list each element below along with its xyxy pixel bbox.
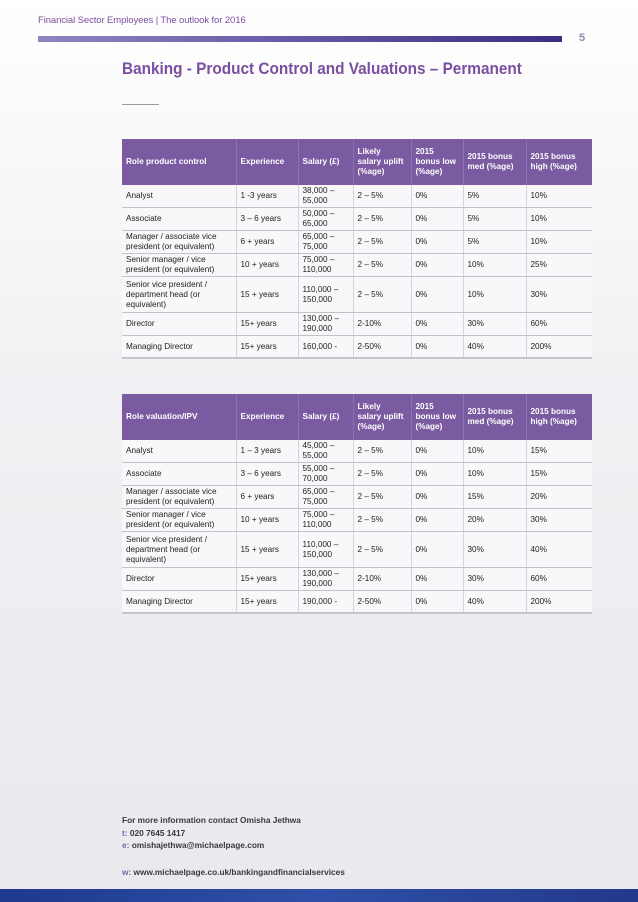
column-header: Experience [236,394,298,440]
table-row [122,336,592,358]
table-row [122,463,592,486]
table-cell: 0% [411,568,463,591]
table-cell: Manager / associate vice president (or equivalent) [122,231,236,254]
table-cell: 0% [411,463,463,486]
table-cell: 10% [463,254,526,277]
table-row [122,509,592,532]
column-header: Experience [236,139,298,185]
table-cell: Managing Director [122,591,236,613]
column-header: 2015 bonus low (%age) [411,139,463,185]
column-header: Salary (£) [298,139,353,185]
table-cell: 0% [411,313,463,336]
table-row [122,254,592,277]
table-cell: 15+ years [236,568,298,591]
table-cell: 6 + years [236,486,298,509]
table-cell: 1 -3 years [236,185,298,208]
table-cell: 2 – 5% [353,440,411,463]
table-cell: 15% [526,463,592,486]
table-row [122,208,592,231]
table-cell: 15+ years [236,313,298,336]
table-cell: Associate [122,463,236,486]
table-row [122,486,592,509]
column-header: 2015 bonus high (%age) [526,394,592,440]
page-title: Banking - Product Control and Valuations – Permanent [122,60,522,78]
table-cell: 0% [411,254,463,277]
valuation-table [122,394,592,613]
contact-phone[interactable]: 020 7645 1417 [129,827,186,838]
email-label: e: [122,840,130,850]
column-header: Role valuation/IPV [122,394,236,440]
table-cell: 0% [411,591,463,613]
table-cell: Senior manager / vice president (or equivalent) [122,509,236,532]
column-header: Role product control [122,139,236,185]
table-cell: Senior vice president / department head (or equivalent) [122,277,236,313]
table-cell: 45,000 – 55,000 [298,440,353,463]
table-cell: 2-50% [353,591,411,613]
table-cell: 75,000 – 110,000 [298,254,353,277]
table-cell: 30% [526,509,592,532]
table-cell: 15+ years [236,591,298,613]
website-link[interactable]: www.michaelpage.co.uk/bankingandfinancialservices [133,867,345,877]
valuation-rows [122,440,592,613]
table-cell: 5% [463,185,526,208]
table-cell: 130,000 – 190,000 [298,313,353,336]
table-cell: 10% [526,231,592,254]
table-cell: 50,000 – 65,000 [298,208,353,231]
table-cell: 20% [463,509,526,532]
website-line [122,867,345,877]
table-cell: 110,000 – 150,000 [298,277,353,313]
table-cell: Senior vice president / department head (or equivalent) [122,532,236,568]
valuation-table-container [122,394,592,614]
table-row [122,277,592,313]
table-cell: 2 – 5% [353,532,411,568]
table-cell: 5% [463,208,526,231]
table-cell: 0% [411,277,463,313]
page-number: 5 [579,32,586,44]
table-cell: 10% [463,277,526,313]
header-bar [38,36,562,42]
table-cell: 30% [463,568,526,591]
table-cell: 3 – 6 years [236,208,298,231]
table-cell: 2 – 5% [353,486,411,509]
contact-email-line [122,839,301,852]
table-cell: 25% [526,254,592,277]
table-cell: 200% [526,336,592,358]
table-row [122,591,592,613]
table-cell: 0% [411,208,463,231]
contact-email-link[interactable]: omishajethwa@michaelpage.com [131,840,265,850]
table-cell: 1 – 3 years [236,440,298,463]
table-cell: Director [122,313,236,336]
table-cell: 5% [463,231,526,254]
table-row [122,231,592,254]
table-cell: Analyst [122,185,236,208]
table-cell: 20% [526,486,592,509]
table-cell: 10 + years [236,509,298,532]
table-cell: 60% [526,568,592,591]
table-cell: 55,000 – 70,000 [298,463,353,486]
table-cell: 200% [526,591,592,613]
table-cell: 6 + years [236,231,298,254]
table-cell: 38,000 – 55,000 [298,185,353,208]
table-cell: Managing Director [122,336,236,358]
product-control-table-container [122,139,592,359]
table-cell: 30% [463,313,526,336]
table-cell: 0% [411,532,463,568]
table-cell: 0% [411,440,463,463]
table-cell: 2 – 5% [353,509,411,532]
table-cell: 15% [526,440,592,463]
column-header: 2015 bonus low (%age) [411,394,463,440]
table-cell: 2 – 5% [353,231,411,254]
table-cell: Manager / associate vice president (or equivalent) [122,486,236,509]
header-text: Financial Sector Employees | The outlook for 2016 [38,15,246,26]
phone-label: t: [122,827,128,838]
table-header-row [122,394,592,440]
contact-phone-line [122,827,301,840]
product-control-table [122,139,592,358]
table-cell: 15 + years [236,277,298,313]
column-header: 2015 bonus med (%age) [463,394,526,440]
table-cell: Analyst [122,440,236,463]
table-cell: 2-10% [353,313,411,336]
table-cell: 40% [463,591,526,613]
table-row [122,185,592,208]
table-cell: 2 – 5% [353,277,411,313]
table-cell: 2 – 5% [353,185,411,208]
table-cell: 0% [411,336,463,358]
table-cell: 10% [463,440,526,463]
product-control-rows [122,185,592,358]
table-cell: 2 – 5% [353,208,411,231]
web-label: w: [122,867,132,877]
table-cell: 10% [463,463,526,486]
column-header: 2015 bonus med (%age) [463,139,526,185]
table-cell: 75,000 – 110,000 [298,509,353,532]
table-cell: 130,000 – 190,000 [298,568,353,591]
column-header: 2015 bonus high (%age) [526,139,592,185]
table-cell: 65,000 – 75,000 [298,231,353,254]
table-cell: Associate [122,208,236,231]
table-cell: 0% [411,509,463,532]
table-cell: 0% [411,231,463,254]
column-header: Likely salary uplift (%age) [353,139,411,185]
footer-bar [0,889,638,902]
table-cell: 2 – 5% [353,463,411,486]
table-row [122,313,592,336]
table-row [122,440,592,463]
table-cell: 30% [463,532,526,568]
table-cell: 65,000 – 75,000 [298,486,353,509]
table-cell: 40% [463,336,526,358]
column-header: Salary (£) [298,394,353,440]
table-header-row [122,139,592,185]
table-cell: 15 + years [236,532,298,568]
table-cell: 10 + years [236,254,298,277]
table-cell: Senior manager / vice president (or equivalent) [122,254,236,277]
column-header: Likely salary uplift (%age) [353,394,411,440]
table-cell: 160,000 - [298,336,353,358]
table-cell: 110,000 – 150,000 [298,532,353,568]
table-cell: 2-50% [353,336,411,358]
table-cell: 30% [526,277,592,313]
table-cell: 15% [463,486,526,509]
table-cell: 2 – 5% [353,254,411,277]
table-cell: 15+ years [236,336,298,358]
table-cell: 0% [411,486,463,509]
table-cell: 190,000 - [298,591,353,613]
table-cell: 2-10% [353,568,411,591]
table-cell: 0% [411,185,463,208]
title-rule [122,104,159,105]
contact-block [122,814,301,852]
table-cell: 40% [526,532,592,568]
table-cell: 3 – 6 years [236,463,298,486]
table-cell: 10% [526,208,592,231]
contact-heading: For more information contact Omisha Jethwa [122,815,301,825]
table-cell: 60% [526,313,592,336]
table-row [122,568,592,591]
table-cell: 10% [526,185,592,208]
table-cell: Director [122,568,236,591]
table-row [122,532,592,568]
